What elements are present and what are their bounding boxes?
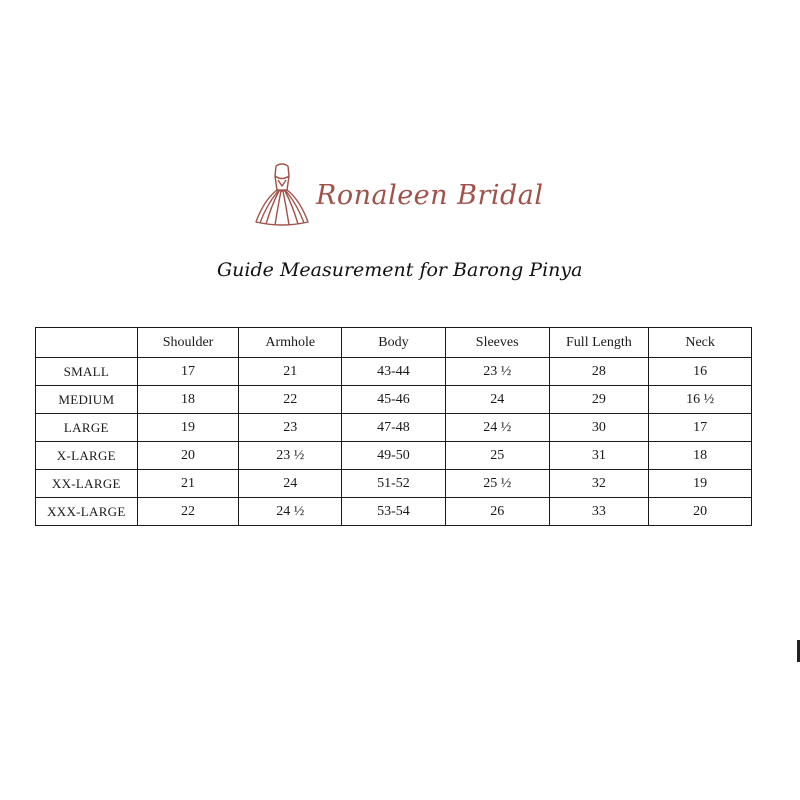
table-cell: 51-52: [342, 470, 446, 498]
table-cell: 16 ½: [649, 386, 752, 414]
table-cell: 23 ½: [239, 442, 342, 470]
table-cell: 28: [549, 358, 649, 386]
table-cell: 18: [649, 442, 752, 470]
table-cell: 32: [549, 470, 649, 498]
table-row: [36, 386, 752, 414]
table-cell: 29: [549, 386, 649, 414]
table-cell: 19: [649, 470, 752, 498]
table-cell: 22: [239, 386, 342, 414]
table-cell: 53-54: [342, 498, 446, 526]
dress-icon: [252, 162, 312, 232]
table-cell: 25: [445, 442, 549, 470]
table-row: [36, 358, 752, 386]
table-cell: 24 ½: [239, 498, 342, 526]
table-cell: 20: [649, 498, 752, 526]
table-cell: 24: [239, 470, 342, 498]
table-cell: 49-50: [342, 442, 446, 470]
table-cell: 30: [549, 414, 649, 442]
header-cell-shoulder: Shoulder: [137, 328, 239, 358]
table-cell: 25 ½: [445, 470, 549, 498]
table-cell: 26: [445, 498, 549, 526]
table-cell: 17: [649, 414, 752, 442]
size-label: LARGE: [36, 414, 138, 442]
header-cell-full-length: Full Length: [549, 328, 649, 358]
header-cell-armhole: Armhole: [239, 328, 342, 358]
header-cell-body: Body: [342, 328, 446, 358]
table-cell: 18: [137, 386, 239, 414]
table-cell: 47-48: [342, 414, 446, 442]
table-cell: 21: [239, 358, 342, 386]
table-cell: 33: [549, 498, 649, 526]
table-cell: 21: [137, 470, 239, 498]
table-row: [36, 498, 752, 526]
table-cell: 22: [137, 498, 239, 526]
table-row: [36, 442, 752, 470]
table-cell: 16: [649, 358, 752, 386]
table-cell: 24 ½: [445, 414, 549, 442]
table-cell: 17: [137, 358, 239, 386]
table-cell: 24: [445, 386, 549, 414]
table-cell: 43-44: [342, 358, 446, 386]
header-cell-sleeves: Sleeves: [445, 328, 549, 358]
guide-title: Guide Measurement for Barong Pinya: [217, 259, 583, 281]
header-cell-corner: [36, 328, 138, 358]
table-cell: 20: [137, 442, 239, 470]
table-row: [36, 470, 752, 498]
table-cell: 31: [549, 442, 649, 470]
size-label: MEDIUM: [36, 386, 138, 414]
size-label: SMALL: [36, 358, 138, 386]
size-label: XXX-LARGE: [36, 498, 138, 526]
size-label: X-LARGE: [36, 442, 138, 470]
table-row: [36, 414, 752, 442]
table-cell: 23: [239, 414, 342, 442]
header-cell-neck: Neck: [649, 328, 752, 358]
table-header-row: [36, 328, 752, 358]
table-cell: 23 ½: [445, 358, 549, 386]
brand-logo: [252, 162, 544, 234]
table-cell: 45-46: [342, 386, 446, 414]
size-label: XX-LARGE: [36, 470, 138, 498]
size-chart-table: [35, 327, 752, 526]
brand-name: Ronaleen Bridal: [316, 180, 544, 211]
table-cell: 19: [137, 414, 239, 442]
